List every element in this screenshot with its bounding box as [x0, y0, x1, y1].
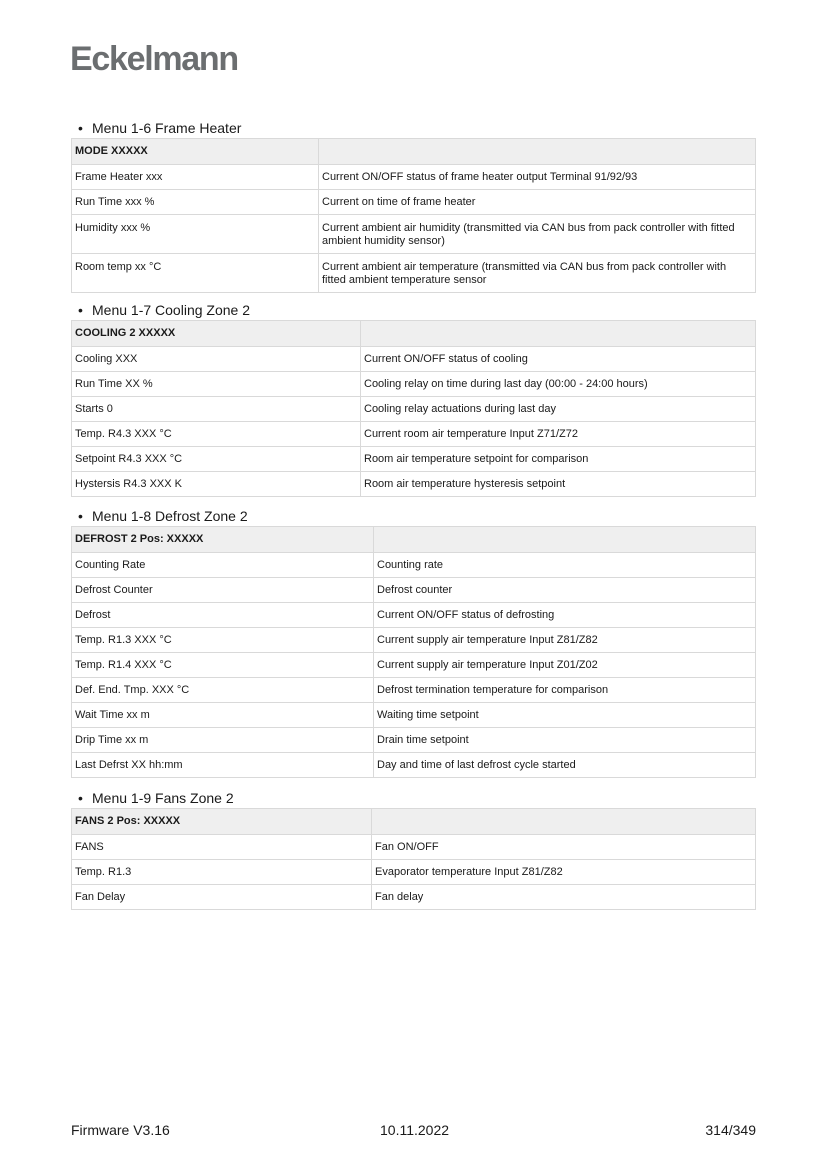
table-row: [72, 653, 756, 678]
table-header-row: [72, 809, 756, 835]
param-cell: Hystersis R4.3 XXX K: [72, 472, 361, 497]
description-cell: Current supply air temperature Input Z01/Z02: [374, 653, 756, 678]
bullet-icon: •: [78, 120, 83, 136]
description-cell: Waiting time setpoint: [374, 703, 756, 728]
table-row: [72, 165, 756, 190]
bullet-icon: •: [78, 790, 83, 806]
description-cell: Day and time of last defrost cycle started: [374, 753, 756, 778]
param-cell: Temp. R4.3 XXX °C: [72, 422, 361, 447]
description-cell: Current ambient air temperature (transmitted via CAN bus from pack controller with fitted ambient temperature sensor: [319, 254, 756, 293]
footer-date: 10.11.2022: [380, 1122, 450, 1138]
description-cell: Current ON/OFF status of frame heater output Terminal 91/92/93: [319, 165, 756, 190]
section-heading-fans-zone-2: [78, 789, 234, 807]
table-row: [72, 553, 756, 578]
table-cooling-zone-2: [71, 320, 756, 497]
bullet-icon: •: [78, 302, 83, 318]
param-cell: Def. End. Tmp. XXX °C: [72, 678, 374, 703]
table-row: [72, 628, 756, 653]
bullet-icon: •: [78, 508, 83, 524]
table-header-cell: FANS 2 Pos: XXXXX: [72, 809, 372, 835]
param-cell: Temp. R1.4 XXX °C: [72, 653, 374, 678]
section-heading-cooling-zone-2: [78, 301, 250, 319]
table-row: [72, 347, 756, 372]
table-row: [72, 603, 756, 628]
param-cell: Frame Heater xxx: [72, 165, 319, 190]
table-header-row: [72, 321, 756, 347]
section-heading-frame-heater: [78, 119, 241, 137]
eckelmann-logo: Eckelmann: [70, 40, 238, 78]
table-row: [72, 753, 756, 778]
description-cell: Room air temperature hysteresis setpoint: [361, 472, 756, 497]
table-header-row: [72, 139, 756, 165]
table-header-cell-empty: [361, 321, 756, 347]
description-cell: Cooling relay on time during last day (00:00 - 24:00 hours): [361, 372, 756, 397]
table-header-cell-empty: [374, 527, 756, 553]
param-cell: Wait Time xx m: [72, 703, 374, 728]
section-heading-text: Menu 1-6 Frame Heater: [92, 120, 242, 136]
table-row: [72, 678, 756, 703]
param-cell: Last Defrst XX hh:mm: [72, 753, 374, 778]
description-cell: Current ON/OFF status of cooling: [361, 347, 756, 372]
table-header-cell: COOLING 2 XXXXX: [72, 321, 361, 347]
section-heading-defrost-zone-2: [78, 507, 248, 525]
description-cell: Counting rate: [374, 553, 756, 578]
param-cell: FANS: [72, 835, 372, 860]
table-row: [72, 835, 756, 860]
param-cell: Counting Rate: [72, 553, 374, 578]
description-cell: Fan ON/OFF: [372, 835, 756, 860]
table-row: [72, 885, 756, 910]
description-cell: Drain time setpoint: [374, 728, 756, 753]
table-header-row: [72, 527, 756, 553]
section-heading-text: Menu 1-8 Defrost Zone 2: [92, 508, 248, 524]
table-header-cell: DEFROST 2 Pos: XXXXX: [72, 527, 374, 553]
param-cell: Cooling XXX: [72, 347, 361, 372]
param-cell: Setpoint R4.3 XXX °C: [72, 447, 361, 472]
table-row: [72, 447, 756, 472]
table-row: [72, 472, 756, 497]
param-cell: Humidity xxx %: [72, 215, 319, 254]
param-cell: Defrost: [72, 603, 374, 628]
table-row: [72, 215, 756, 254]
description-cell: Evaporator temperature Input Z81/Z82: [372, 860, 756, 885]
table-row: [72, 397, 756, 422]
table-defrost-zone-2: [71, 526, 756, 778]
footer-page-number: 314/349: [705, 1122, 756, 1138]
param-cell: Run Time xxx %: [72, 190, 319, 215]
description-cell: Room air temperature setpoint for comparison: [361, 447, 756, 472]
table-frame-heater: [71, 138, 756, 293]
description-cell: Current on time of frame heater: [319, 190, 756, 215]
description-cell: Fan delay: [372, 885, 756, 910]
description-cell: Defrost termination temperature for comparison: [374, 678, 756, 703]
table-row: [72, 578, 756, 603]
table-row: [72, 190, 756, 215]
description-cell: Current ON/OFF status of defrosting: [374, 603, 756, 628]
table-row: [72, 372, 756, 397]
param-cell: Drip Time xx m: [72, 728, 374, 753]
param-cell: Temp. R1.3 XXX °C: [72, 628, 374, 653]
description-cell: Defrost counter: [374, 578, 756, 603]
description-cell: Cooling relay actuations during last day: [361, 397, 756, 422]
param-cell: Room temp xx °C: [72, 254, 319, 293]
param-cell: Defrost Counter: [72, 578, 374, 603]
param-cell: Starts 0: [72, 397, 361, 422]
description-cell: Current room air temperature Input Z71/Z72: [361, 422, 756, 447]
description-cell: Current ambient air humidity (transmitted via CAN bus from pack controller with fitted ambient humidity sensor): [319, 215, 756, 254]
table-header-cell-empty: [372, 809, 756, 835]
table-row: [72, 422, 756, 447]
table-row: [72, 254, 756, 293]
table-row: [72, 728, 756, 753]
table-row: [72, 703, 756, 728]
table-row: [72, 860, 756, 885]
footer-firmware: Firmware V3.16: [71, 1122, 170, 1138]
section-heading-text: Menu 1-7 Cooling Zone 2: [92, 302, 250, 318]
description-cell: Current supply air temperature Input Z81/Z82: [374, 628, 756, 653]
param-cell: Temp. R1.3: [72, 860, 372, 885]
table-header-cell: MODE XXXXX: [72, 139, 319, 165]
param-cell: Run Time XX %: [72, 372, 361, 397]
table-header-cell-empty: [319, 139, 756, 165]
table-fans-zone-2: [71, 808, 756, 910]
section-heading-text: Menu 1-9 Fans Zone 2: [92, 790, 234, 806]
param-cell: Fan Delay: [72, 885, 372, 910]
